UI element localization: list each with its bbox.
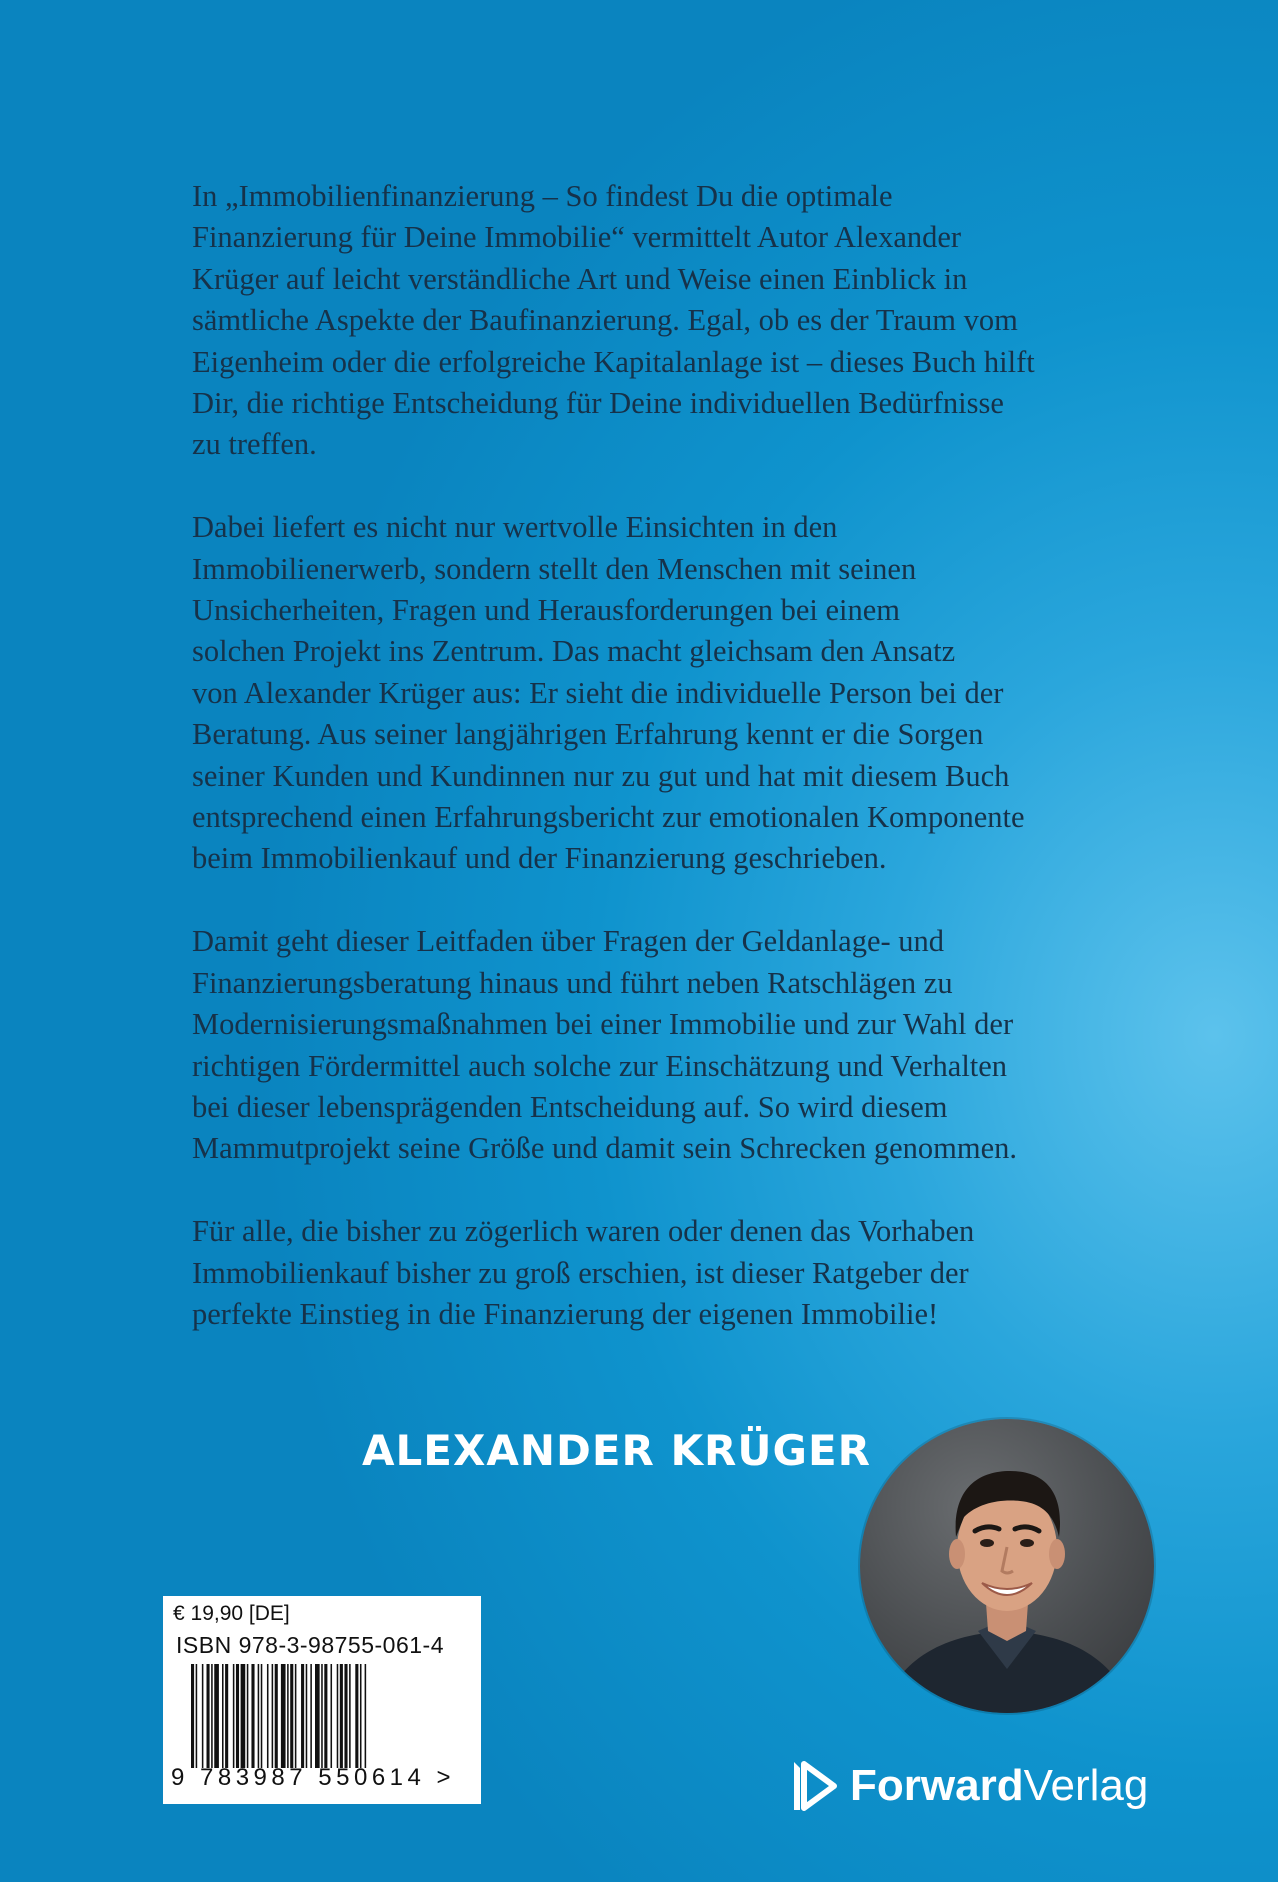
barcode-bar (241, 1664, 246, 1768)
barcode-label (163, 1596, 481, 1804)
blurb-line: beim Immobilienkauf und der Finanzierung geschrieben. (192, 841, 887, 876)
barcode-bar (258, 1664, 260, 1768)
barcode-bar (196, 1664, 198, 1768)
isbn-text: ISBN 978-3-98755-061-4 (176, 1632, 444, 1658)
author-portrait-icon (860, 1419, 1154, 1713)
blurb-line: In „Immobilienfinanzierung – So findest Du die optimale (192, 179, 893, 213)
barcode-bar (337, 1664, 339, 1768)
barcode-bar (191, 1664, 194, 1768)
blurb-line: Modernisierungsmaßnahmen bei einer Immobilie und zur Wahl der (192, 1007, 1014, 1042)
barcode-bar (222, 1664, 224, 1768)
blurb-line: Dabei liefert es nicht nur wertvolle Einsichten in den (192, 510, 838, 545)
barcode-bar (315, 1664, 320, 1768)
barcode-bar (207, 1664, 210, 1768)
back-cover-blurb (192, 176, 1152, 1377)
blurb-line: Mammutprojekt seine Größe und damit sein Schrecken genommen. (192, 1131, 1017, 1166)
blurb-line: Finanzierung für Deine Immobilie“ vermittelt Autor Alexander (192, 220, 962, 255)
barcode-bar (365, 1664, 367, 1768)
barcode-bar (301, 1664, 304, 1768)
blurb-line: perfekte Einstieg in die Finanzierung der eigenen Immobilie! (192, 1296, 939, 1331)
blurb-line: richtigen Fördermittel auch solche zur Einschätzung und Verhalten (192, 1048, 1008, 1083)
barcode-bar (236, 1664, 239, 1768)
barcode-bar (349, 1664, 351, 1768)
blurb-line: Unsicherheiten, Fragen und Herausforderungen bei einem (192, 593, 901, 628)
barcode-bar (251, 1664, 254, 1768)
blurb-line: Beratung. Aus seiner langjährigen Erfahrung kennt er die Sorgen (192, 717, 984, 752)
barcode-bar (275, 1664, 278, 1768)
blurb-line: bei dieser lebensprägenden Entscheidung auf. So wird diesem (192, 1089, 948, 1124)
blurb-line: Dir, die richtige Entscheidung für Deine individuellen Bedürfnisse (192, 386, 1004, 421)
blurb-line: Finanzierungsberatung hinaus und führt neben Ratschlägen zu (192, 965, 953, 1000)
publisher-name-bold: Forward (850, 1761, 1024, 1810)
barcode-bar (281, 1664, 286, 1768)
barcode-bar (344, 1664, 347, 1768)
blurb-paragraph-3 (192, 921, 1152, 1169)
barcode-bar (340, 1664, 343, 1768)
blurb-line: Damit geht dieser Leitfaden über Fragen der Geldanlage- und (192, 924, 945, 959)
barcode-bar (321, 1664, 323, 1768)
blurb-line: entsprechend einen Erfahrungsbericht zur emotionalen Komponente (192, 800, 1025, 835)
barcode-bar (247, 1664, 249, 1768)
barcode-bar (331, 1664, 333, 1768)
publisher-name-light: Verlag (1023, 1761, 1149, 1810)
barcode-bar (202, 1664, 204, 1768)
barcode-bar (355, 1664, 358, 1768)
barcode-bar (272, 1664, 274, 1768)
blurb-line: von Alexander Krüger aus: Er sieht die individuelle Person bei der (192, 675, 1004, 710)
barcode-bar (233, 1664, 235, 1768)
forward-play-icon (790, 1758, 838, 1814)
blurb-paragraph-4 (192, 1211, 1152, 1335)
blurb-line: solchen Projekt ins Zentrum. Das macht gleichsam den Ansatz (192, 634, 956, 669)
blurb-line: Krüger auf leicht verständliche Art und Weise einen Einblick in (192, 261, 968, 296)
price-text: € 19,90 [DE] (173, 1602, 290, 1625)
blurb-paragraph-2 (192, 507, 1152, 880)
barcode-bar (214, 1664, 219, 1768)
barcode-bar (290, 1664, 293, 1768)
barcode-bar (225, 1664, 228, 1768)
barcode-bar (306, 1664, 308, 1768)
barcode-bar (267, 1664, 269, 1768)
blurb-paragraph-1 (192, 176, 1152, 466)
barcode-bar (211, 1664, 213, 1768)
blurb-line: zu treffen. (192, 427, 317, 462)
blurb-line: Eigenheim oder die erfolgreiche Kapitalanlage ist – dieses Buch hilft (192, 344, 1035, 379)
barcode-bar (360, 1664, 362, 1768)
blurb-line: Immobilienkauf bisher zu groß erschien, ist dieser Ratgeber der (192, 1255, 969, 1290)
barcode-digits: 9 783987 550614 > (171, 1764, 456, 1791)
barcode-bar (261, 1664, 263, 1768)
barcode-bar (324, 1664, 327, 1768)
blurb-line: sämtliche Aspekte der Baufinanzierung. Egal, ob es der Traum vom (192, 303, 1018, 338)
blurb-line: seiner Kunden und Kundinnen nur zu gut und hat mit diesem Buch (192, 758, 1010, 793)
barcode-bar (287, 1664, 289, 1768)
author-name: ALEXANDER KRÜGER (362, 1426, 872, 1475)
barcode-bar (295, 1664, 297, 1768)
publisher-logo (790, 1756, 1148, 1816)
barcode-bars (191, 1664, 453, 1768)
barcode-bar (310, 1664, 312, 1768)
author-photo (860, 1419, 1154, 1713)
blurb-line: Für alle, die bisher zu zögerlich waren oder denen das Vorhaben (192, 1214, 975, 1249)
blurb-line: Immobilienerwerb, sondern stellt den Menschen mit seinen (192, 551, 917, 586)
